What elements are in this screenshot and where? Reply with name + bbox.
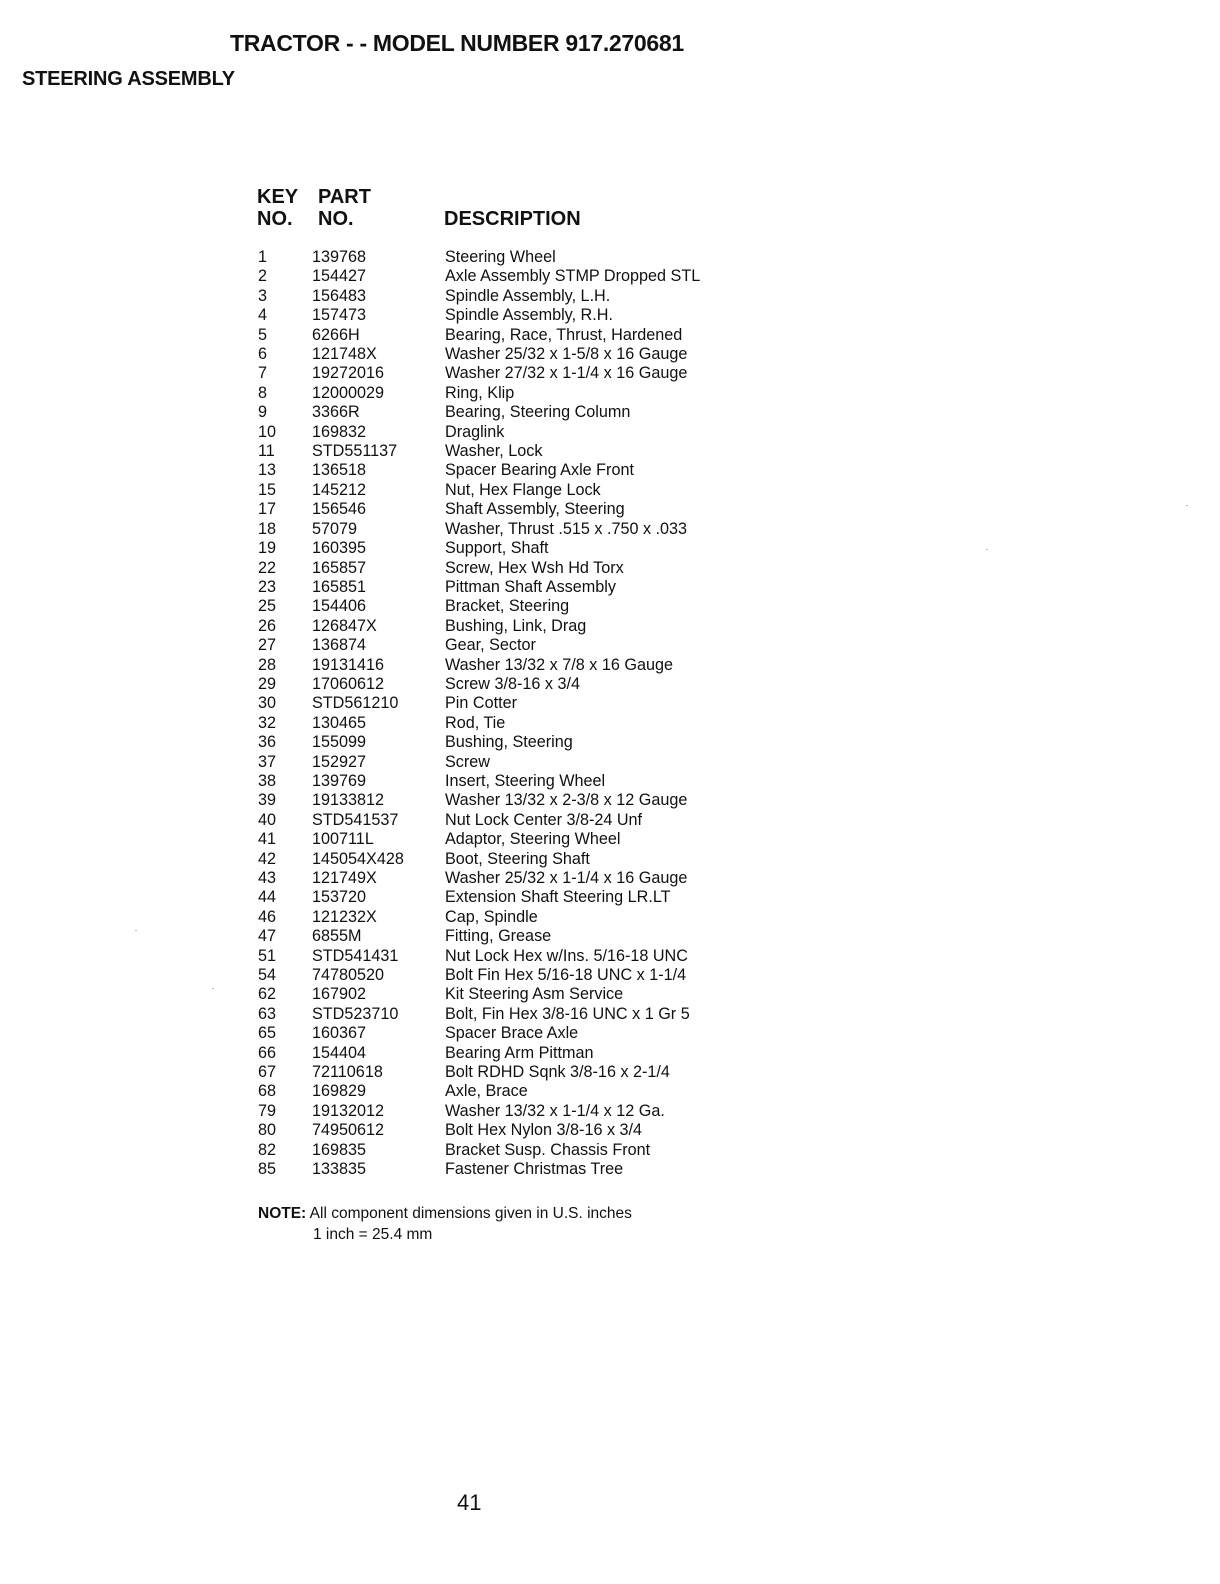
part-row [258, 442, 778, 461]
key-no: 8 [258, 383, 268, 402]
key-no: 2 [258, 267, 268, 286]
key-no-column-header [257, 186, 298, 230]
part-row [258, 520, 778, 539]
part-description: Kit Steering Asm Service [445, 985, 624, 1004]
part-no: 136518 [312, 461, 367, 480]
part-description: Pin Cotter [445, 694, 517, 713]
part-description: Pittman Shaft Assembly [445, 577, 616, 596]
part-row [258, 1160, 778, 1179]
scan-speck [1186, 505, 1188, 506]
part-description: Bolt Fin Hex 5/16-18 UNC x 1-1/4 [445, 966, 687, 985]
part-row [258, 539, 778, 558]
key-no: 38 [258, 771, 277, 790]
key-no: 1 [258, 248, 268, 266]
part-no: 160395 [312, 539, 367, 558]
key-no: 80 [258, 1121, 277, 1140]
part-row [258, 675, 778, 694]
part-description: Bearing, Steering Column [445, 403, 631, 422]
part-row [258, 1044, 778, 1063]
key-no: 82 [258, 1140, 277, 1159]
key-no: 29 [258, 674, 277, 693]
key-no: 10 [258, 422, 277, 441]
key-no: 25 [258, 597, 277, 616]
part-description: Bolt RDHD Sqnk 3/8-16 x 2-1/4 [445, 1063, 670, 1082]
key-no: 68 [258, 1082, 277, 1101]
part-description: Bushing, Link, Drag [445, 616, 587, 635]
part-row [258, 966, 778, 985]
part-row [258, 985, 778, 1004]
part-description: Washer 13/32 x 7/8 x 16 Gauge [445, 655, 673, 674]
part-header-line1: PART [318, 186, 371, 208]
part-row [258, 345, 778, 364]
key-no: 27 [258, 636, 277, 655]
part-row [258, 481, 778, 500]
part-row [258, 811, 778, 830]
part-no: 145054X428 [312, 849, 404, 868]
part-row [258, 578, 778, 597]
key-no: 85 [258, 1160, 277, 1179]
part-row [258, 888, 778, 907]
part-row [258, 1024, 778, 1043]
part-no: 57079 [312, 519, 358, 538]
part-row [258, 733, 778, 752]
part-row [258, 267, 778, 286]
part-description: Spacer Bearing Axle Front [445, 461, 634, 480]
part-description: Insert, Steering Wheel [445, 771, 606, 790]
part-row [258, 869, 778, 888]
part-description: Bearing Arm Pittman [445, 1043, 594, 1062]
part-no: 19131416 [312, 655, 385, 674]
part-row [258, 384, 778, 403]
key-no: 19 [258, 539, 277, 558]
key-no: 6 [258, 345, 268, 364]
key-no: 79 [258, 1101, 277, 1120]
part-description: Fastener Christmas Tree [445, 1160, 624, 1179]
part-no: 19133812 [312, 791, 385, 810]
part-no: 169829 [312, 1082, 367, 1101]
key-no: 30 [258, 694, 277, 713]
key-no: 3 [258, 286, 268, 305]
part-no: 160367 [312, 1024, 367, 1043]
part-description: Gear, Sector [445, 636, 536, 655]
key-no: 32 [258, 713, 277, 732]
key-header-line2: NO. [257, 208, 293, 230]
part-row [258, 714, 778, 733]
part-row [258, 753, 778, 772]
part-description: Screw 3/8-16 x 3/4 [445, 674, 580, 693]
key-no: 13 [258, 461, 277, 480]
part-description: Spindle Assembly, L.H. [445, 286, 611, 305]
part-no: 17060612 [312, 674, 385, 693]
part-no: 154404 [312, 1043, 367, 1062]
part-row [258, 287, 778, 306]
key-no: 15 [258, 480, 277, 499]
part-no: 155099 [312, 733, 367, 752]
part-no: 130465 [312, 713, 367, 732]
part-no: 100711L [312, 830, 374, 849]
note-text: All component dimensions given in U.S. inches [309, 1205, 632, 1222]
key-no: 23 [258, 577, 277, 596]
part-no: STD541537 [312, 810, 399, 829]
part-row [258, 850, 778, 869]
section-title: STEERING ASSEMBLY [22, 68, 235, 90]
part-row [258, 500, 778, 519]
part-no: 126847X [312, 616, 377, 635]
part-no: STD561210 [312, 694, 399, 713]
key-no: 11 [258, 442, 275, 461]
part-no: 133835 [312, 1160, 367, 1179]
part-no: 139769 [312, 771, 367, 790]
part-no: 121232X [312, 907, 377, 926]
note-conversion: 1 inch = 25.4 mm [313, 1226, 433, 1243]
part-no: 154406 [312, 597, 367, 616]
scan-speck [212, 988, 214, 989]
part-row [258, 461, 778, 480]
part-row [258, 403, 778, 422]
part-description: Bracket Susp. Chassis Front [445, 1140, 651, 1159]
part-no: 167902 [312, 985, 367, 1004]
key-no: 46 [258, 907, 277, 926]
part-description: Shaft Assembly, Steering [445, 500, 625, 519]
key-no: 26 [258, 616, 277, 635]
part-no: 145212 [312, 480, 367, 499]
part-row [258, 617, 778, 636]
part-description: Fitting, Grease [445, 927, 552, 946]
part-no: 169832 [312, 422, 367, 441]
key-no: 40 [258, 810, 277, 829]
part-description: Bushing, Steering [445, 733, 573, 752]
part-row [258, 694, 778, 713]
part-no: 6266H [312, 325, 360, 344]
part-description: Bolt, Fin Hex 3/8-16 UNC x 1 Gr 5 [445, 1004, 690, 1023]
part-description: Support, Shaft [445, 539, 549, 558]
key-no: 22 [258, 558, 277, 577]
part-row [258, 636, 778, 655]
scan-speck [135, 930, 137, 931]
description-column-header: DESCRIPTION [444, 208, 581, 230]
part-row [258, 927, 778, 946]
part-no: 74950612 [312, 1121, 385, 1140]
page-number: 41 [457, 1490, 482, 1515]
key-header-line1: KEY [257, 186, 299, 208]
part-description: Axle Assembly STMP Dropped STL [445, 267, 701, 286]
key-no: 47 [258, 927, 277, 946]
part-description: Steering Wheel [445, 248, 556, 266]
part-no: 6855M [312, 927, 362, 946]
part-row [258, 1141, 778, 1160]
key-no: 44 [258, 888, 277, 907]
part-row [258, 1063, 778, 1082]
part-row [258, 364, 778, 383]
part-description: Screw [445, 752, 490, 771]
key-no: 51 [258, 946, 277, 965]
key-no: 62 [258, 985, 277, 1004]
key-no: 37 [258, 752, 277, 771]
part-no: STD551137 [312, 442, 398, 461]
key-no: 67 [258, 1063, 277, 1082]
part-description: Washer, Thrust .515 x .750 x .033 [445, 519, 688, 538]
part-no: 156483 [312, 286, 367, 305]
part-no: 74780520 [312, 966, 385, 985]
part-description: Washer 13/32 x 2-3/8 x 12 Gauge [445, 791, 688, 810]
key-no: 7 [258, 364, 268, 383]
part-no: 152927 [312, 752, 367, 771]
key-no: 36 [258, 733, 277, 752]
key-no: 28 [258, 655, 277, 674]
part-row [258, 248, 778, 267]
part-row [258, 597, 778, 616]
key-no: 41 [258, 830, 277, 849]
key-no: 4 [258, 306, 268, 325]
part-no: 165851 [312, 577, 367, 596]
part-no: 169835 [312, 1140, 367, 1159]
part-no-column-header [318, 186, 371, 230]
part-description: Nut Lock Hex w/Ins. 5/16-18 UNC [445, 946, 688, 965]
part-description: Cap, Spindle [445, 907, 538, 926]
part-description: Extension Shaft Steering LR.LT [445, 888, 671, 907]
part-header-line2: NO. [318, 208, 354, 230]
part-no: 121749X [312, 869, 377, 887]
part-no: 154427 [312, 267, 367, 286]
key-no: 9 [258, 403, 268, 422]
key-no: 65 [258, 1024, 277, 1043]
part-row [258, 830, 778, 849]
part-no: STD541431 [312, 946, 399, 965]
part-description: Washer 27/32 x 1-1/4 x 16 Gauge [445, 364, 688, 383]
part-no: 19272016 [312, 364, 385, 383]
part-row [258, 423, 778, 442]
part-row [258, 947, 778, 966]
part-description: Washer, Lock [445, 442, 543, 461]
key-no: 66 [258, 1043, 277, 1062]
part-description: Bracket, Steering [445, 597, 570, 616]
part-description: Nut, Hex Flange Lock [445, 480, 601, 499]
key-no: 63 [258, 1004, 277, 1023]
scan-speck [986, 549, 988, 550]
part-description: Axle, Brace [445, 1082, 528, 1101]
part-no: 165857 [312, 558, 367, 577]
part-description: Washer 25/32 x 1-1/4 x 16 Gauge [445, 869, 688, 887]
key-no: 54 [258, 966, 277, 985]
part-row [258, 1121, 778, 1140]
part-row [258, 1082, 778, 1101]
part-description: Spacer Brace Axle [445, 1024, 579, 1043]
part-no: 12000029 [312, 383, 385, 402]
part-description: Boot, Steering Shaft [445, 849, 590, 868]
part-description: Draglink [445, 422, 505, 441]
key-no: 42 [258, 849, 277, 868]
part-description: Ring, Klip [445, 383, 515, 402]
part-row [258, 772, 778, 791]
page-title: TRACTOR - - MODEL NUMBER 917.270681 [230, 30, 684, 56]
key-no: 18 [258, 519, 277, 538]
part-description: Washer 13/32 x 1-1/4 x 12 Ga. [445, 1101, 665, 1120]
part-description: Spindle Assembly, R.H. [445, 306, 613, 325]
part-no: 121748X [312, 345, 377, 364]
part-no: 72110618 [312, 1063, 383, 1082]
part-no: 19132012 [312, 1101, 385, 1120]
part-no: 157473 [312, 306, 367, 325]
part-description: Rod, Tie [445, 713, 506, 732]
part-row [258, 1102, 778, 1121]
part-row [258, 791, 778, 810]
part-description: Bolt Hex Nylon 3/8-16 x 3/4 [445, 1121, 643, 1140]
part-description: Screw, Hex Wsh Hd Torx [445, 558, 624, 577]
part-row [258, 306, 778, 325]
part-no: 3366R [312, 403, 360, 422]
key-no: 43 [258, 869, 277, 887]
part-no: STD523710 [312, 1004, 399, 1023]
part-no: 153720 [312, 888, 367, 907]
part-description: Adaptor, Steering Wheel [445, 830, 621, 849]
part-description: Washer 25/32 x 1-5/8 x 16 Gauge [445, 345, 688, 364]
note [258, 1203, 632, 1224]
key-no: 39 [258, 791, 277, 810]
key-no: 17 [258, 500, 277, 519]
part-row [258, 326, 778, 345]
part-row [258, 1005, 778, 1024]
part-row [258, 908, 778, 927]
part-no: 156546 [312, 500, 367, 519]
part-description: Bearing, Race, Thrust, Hardened [445, 325, 683, 344]
part-description: Nut Lock Center 3/8-24 Unf [445, 810, 643, 829]
parts-list [258, 248, 778, 1180]
key-no: 5 [258, 325, 268, 344]
part-no: 139768 [312, 248, 367, 266]
part-row [258, 656, 778, 675]
note-label: NOTE: [258, 1205, 307, 1222]
part-row [258, 559, 778, 578]
part-no: 136874 [312, 636, 367, 655]
